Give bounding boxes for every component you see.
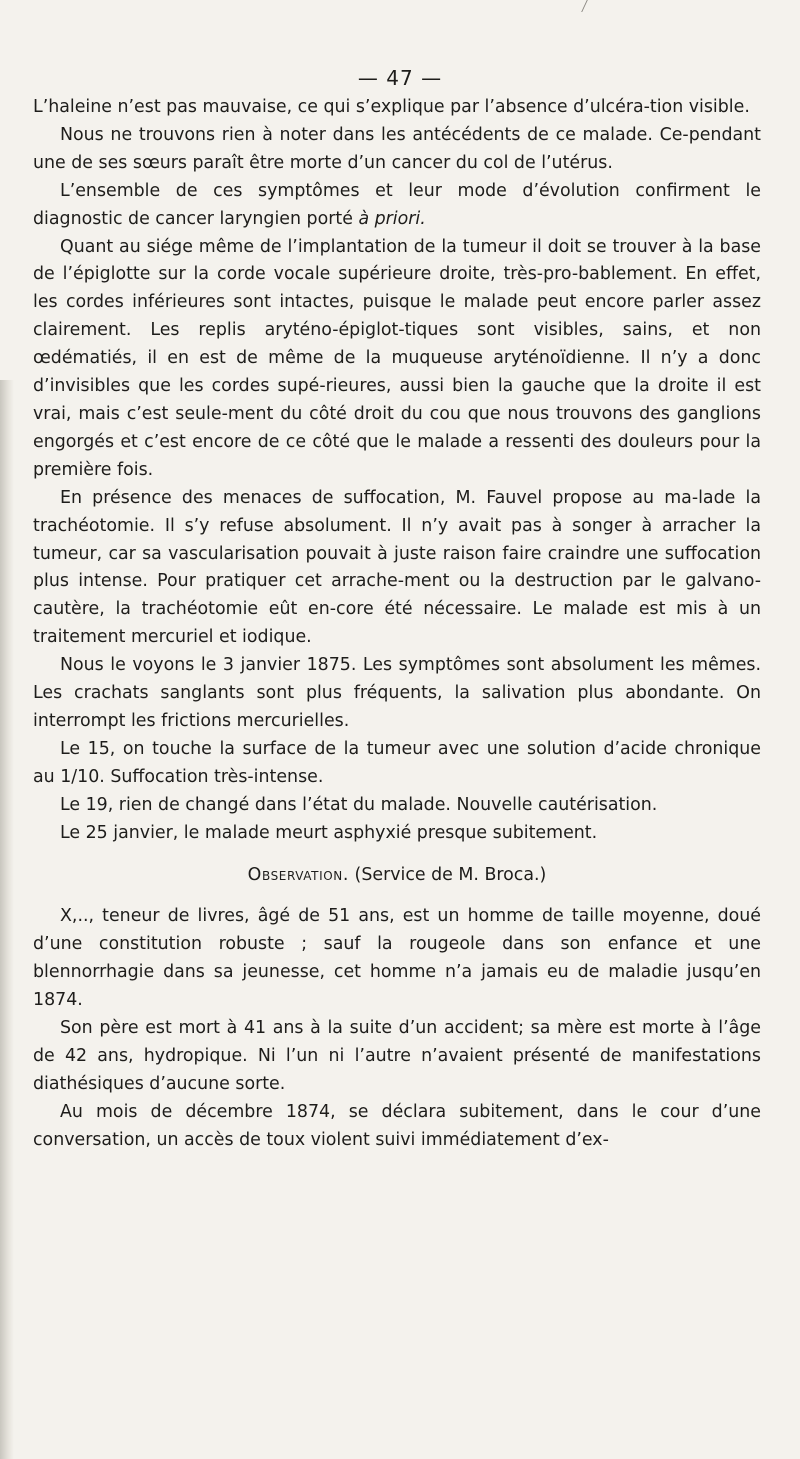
paragraph-2: Nous ne trouvons rien à noter dans les antécédents de ce malade. Ce-pendant une de ses sœurs paraît être morte d’un cancer du col de l’utérus. xyxy=(33,124,761,173)
paragraph-1: L’haleine n’est pas mauvaise, ce qui s’explique par l’absence d’ulcéra-tion visible. xyxy=(33,97,750,117)
paragraph-4: Quant au siége même de l’implantation de la tumeur il doit se trouver à la base de l’épiglotte sur la corde vocale supérieure droite, très-pro-bablement. En effet, les cordes inférieures sont intactes, puisque le malade peut encore parler assez clairement. Les replis aryténo-épiglot-tiques sont visibles, sains, et non œdématiés, il en est de même de la muqueuse aryténoïdienne. Il n’y a donc d’invisibles que les cordes supé-rieures, aussi bien la gauche que la droite il est vrai, mais c’est seule-ment du côté droit du cou que nous trouvons des ganglions engorgés et c’est encore de ce côté que le malade a ressenti des douleurs pour la première fois. xyxy=(33,236,761,480)
body-text xyxy=(33,94,761,1155)
paragraph-6: Nous le voyons le 3 janvier 1875. Les symptômes sont absolument les mêmes. Les crachats sanglants sont plus fréquents, la salivation plus abondante. On interrompt les frictions mercurielles. xyxy=(33,655,761,731)
page-number-text: — 47 — xyxy=(357,66,443,90)
paragraph-9: Le 25 janvier, le malade meurt asphyxié presque subitement. xyxy=(60,822,598,843)
observation-title: Observation. xyxy=(247,865,350,886)
paragraph-8: Le 19, rien de changé dans l’état du malade. Nouvelle cautérisation. xyxy=(60,794,658,815)
observation-heading xyxy=(33,862,761,890)
paragraph-10: X,.., teneur de livres, âgé de 51 ans, est un homme de taille moyenne, doué d’une constitution robuste ; sauf la rougeole dans son enfance et une blennorrhagie dans sa jeunesse, cet homme n’a jamais eu de maladie jusqu’en 1874. xyxy=(33,906,761,1011)
paragraph-5: En présence des menaces de suffocation, M. Fauvel propose au ma-lade la trachéotomie. Il s’y refuse absolument. Il n’y avait pas à songer à arracher la tumeur, car sa vascularisation pouvait à juste raison faire craindre une suffocation plus intense. Pour pratiquer cet arrache-ment ou la destruction par le galvano-cautère, la trachéotomie eût en-core été nécessaire. Le malade est mis à un traitement mercuriel et iodique. xyxy=(33,487,761,648)
page-number xyxy=(0,66,800,90)
paragraph-3 xyxy=(33,178,761,234)
page-edge-shadow xyxy=(0,380,14,1459)
paragraph-3-italic: à priori. xyxy=(358,208,426,229)
scan-mark xyxy=(581,0,598,12)
paragraph-3-text: L’ensemble de ces symptômes et leur mode d’évolution confirment le diagnostic de cancer laryngien porté xyxy=(33,180,761,229)
paragraph-12: Au mois de décembre 1874, se déclara subitement, dans le cour d’une conversation, un accès de toux violent suivi immédiatement d’ex- xyxy=(33,1101,761,1150)
paragraph-7: Le 15, on touche la surface de la tumeur avec une solution d’acide chronique au 1/10. Suffocation très-intense. xyxy=(33,738,761,787)
paragraph-11: Son père est mort à 41 ans à la suite d’un accident; sa mère est morte à l’âge de 42 ans, hydropique. Ni l’un ni l’autre n’avaient présenté de manifestations diathésiques d’aucune sorte. xyxy=(33,1018,761,1094)
observation-service: (Service de M. Broca.) xyxy=(354,865,547,886)
